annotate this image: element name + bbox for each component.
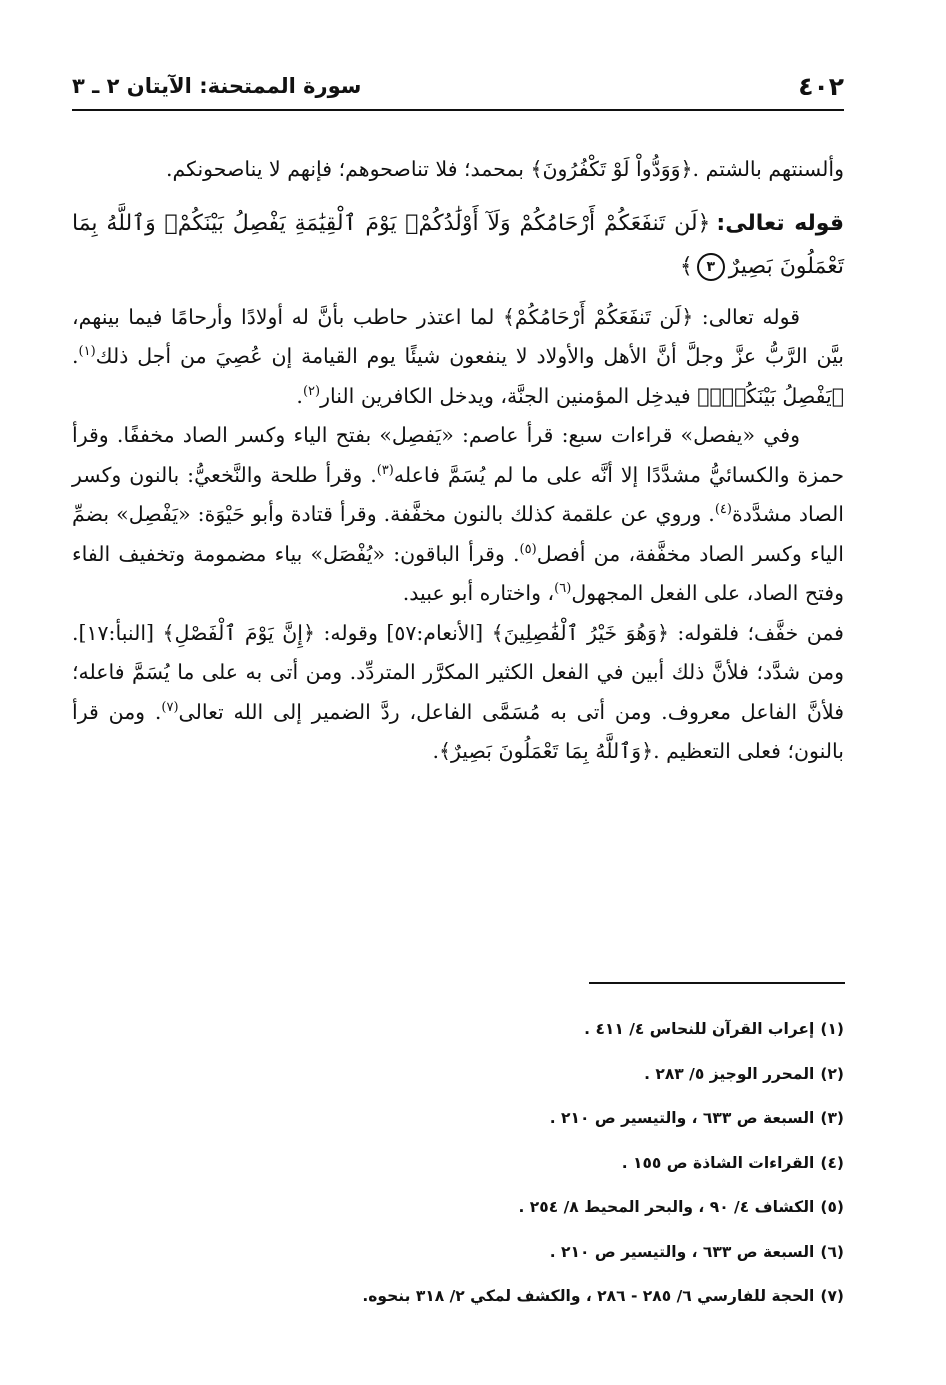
footnote-item — [72, 1059, 844, 1104]
footnote-item — [72, 1281, 844, 1326]
footnote-ref-6: (٦) — [554, 581, 572, 597]
paragraph-3-text-b: . وقرأ طلحة والنَّخعيُّ: بالنون وكسر الصاد مشدَّدة — [72, 462, 844, 526]
footnote-text: السبعة ص ٦٣٣ ، والتيسير ص ٢١٠ . — [549, 1109, 815, 1127]
footnote-text: الكشاف ٤/ ٩٠ ، والبحر المحيط ٨/ ٢٥٤ . — [518, 1198, 815, 1216]
page-number: ٤٠٢ — [798, 71, 844, 101]
paragraph-3-text-c: . وروي عن علقمة كذلك بالنون مخفَّفة. وقرأ قتادة وأبو حَيْوَة: «يَفْصِل» بضمِّ الياء وكسر الصاد مخفَّفة، من أفصل — [72, 502, 844, 566]
footnote-text: القراءات الشاذة ص ١٥٥ . — [621, 1153, 815, 1172]
paragraph-4-text-a: فمن خفَّف؛ فلقوله: ﴿وَهُوَ خَيْرُ ٱلْفَٰصِلِينَ﴾ [الأنعام:٥٧] وقوله: ﴿إِنَّ يَوْمَ ٱلْفَصْلِ﴾ [النبأ:١٧]. ومن شدَّد؛ فلأنَّ ذلك أبين في الفعل الكثير المكرَّر المتردِّد. ومن أتى به على ما يُسَمَّ فاعله؛ فلأنَّ الفاعل معروف. ومن أتى به مُسَمَّى الفاعل، ردَّ الضمير إلى الله تعالى — [72, 620, 844, 724]
footnote-text: المحرر الوجيز ٥/ ٢٨٣ . — [644, 1064, 815, 1083]
verse-text: ﴿لَن تَنفَعَكُمْ أَرْحَامُكُمْ وَلَآ أَوْلَٰدُكُمْۚ يَوْمَ ٱلْقِيَٰمَةِ يَفْصِلُ بَيْنَكُمْۚ وَٱللَّهُ بِمَا تَعْمَلُونَ بَصِيرٌ — [72, 210, 844, 279]
verse-lead: قوله تعالى: — [716, 210, 844, 236]
footnote-number: (٥) — [820, 1198, 844, 1216]
paragraph-3-text-a: وفي «يفصل» قراءات سبع: قرأ عاصم: «يَفصِل» بفتح الياء وكسر الصاد مخففًا. وقرأ حمزة والكسائيُّ مشدَّدًا إلا أنَّه على ما لم يُسَمَّ فاعله — [72, 423, 844, 487]
verse-close-bracket: ﴾ — [679, 253, 693, 279]
verse-heading — [72, 202, 844, 288]
footnote-number: (١) — [820, 1020, 844, 1038]
paragraph-2-text-c: . — [296, 383, 303, 408]
footnote-number: (٣) — [820, 1109, 844, 1127]
paragraph-3 — [72, 416, 844, 614]
footnote-text: السبعة ص ٦٣٣ ، والتيسير ص ٢١٠ . — [549, 1242, 815, 1261]
paragraph-4-text-b: . ومن قرأ بالنون؛ فعلى التعظيم .﴿وَٱللَّهُ بِمَا تَعْمَلُونَ بَصِيرٌ﴾. — [72, 699, 844, 763]
paragraph-1: وألسنتهم بالشتم .﴿وَوَدُّواْ لَوْ تَكْفُرُونَ﴾ بمحمد؛ فلا تناصحوهم؛ فإنهم لا يناصحونكم. — [165, 157, 844, 181]
footnote-ref-4: (٤) — [714, 502, 732, 518]
ayah-number-marker: ٣ — [697, 253, 725, 281]
footnote-item — [72, 1237, 844, 1282]
running-title: سورة الممتحنة: الآيتان ٢ ـ ٣ — [72, 74, 362, 98]
footnote-ref-2: (٢) — [302, 383, 321, 399]
footnote-text: الحجة للفارسي ٦/ ٢٨٥ - ٢٨٦ ، والكشف لمكي ٢/ ٣١٨ بنحوه. — [362, 1287, 815, 1305]
footnote-item — [72, 1192, 844, 1237]
footnote-number: (٧) — [820, 1287, 844, 1305]
footnote-ref-3: (٣) — [376, 462, 394, 478]
paragraph-2-text-b: .﴿يَفْصِلُ بَيْنَكُمْۚ﴾ فيدخِل المؤمنين الجنَّة، ويدخل الكافرين النار — [72, 344, 844, 408]
paragraph-2 — [72, 298, 844, 417]
footnote-ref-5: (٥) — [519, 541, 537, 557]
footnote-number: (٢) — [820, 1064, 844, 1083]
paragraph-4 — [72, 614, 844, 772]
main-text — [72, 150, 844, 772]
footnote-ref-7: (٧) — [161, 699, 179, 715]
footnote-item — [72, 1014, 844, 1059]
footnote-ref-1: (١) — [78, 344, 96, 360]
paragraph-3-text-d: . وقرأ الباقون: «يُفْصَل» بياء مضمومة وتخفيف الفاء وفتح الصاد، على الفعل المجهول — [72, 541, 844, 605]
header-divider — [72, 109, 844, 111]
footnote-text: إعراب القرآن للنحاس ٤/ ٤١١ . — [584, 1020, 815, 1038]
page-header — [72, 66, 844, 106]
footnote-item — [72, 1103, 844, 1148]
footnote-number: (٦) — [820, 1242, 844, 1261]
footnote-number: (٤) — [820, 1153, 844, 1172]
footnote-item — [72, 1148, 844, 1193]
paragraph-2-text-a: قوله تعالى: ﴿لَن تَنفَعَكُمْ أَرْحَامُكُمْ﴾ لما اعتذر حاطب بأنَّ له أولادًا وأرحامًا فيما بينهم، بيَّن الرَّبُّ عزَّ وجلَّ أنَّ الأهل والأولاد لا ينفعون شيئًا يوم القيامة إن عُصِيَ من أجل ذلك — [72, 304, 844, 368]
footnote-divider — [589, 982, 845, 984]
footnotes-list — [72, 1014, 844, 1326]
paragraph-3-text-e: ، واختاره أبو عبيد. — [402, 581, 555, 605]
